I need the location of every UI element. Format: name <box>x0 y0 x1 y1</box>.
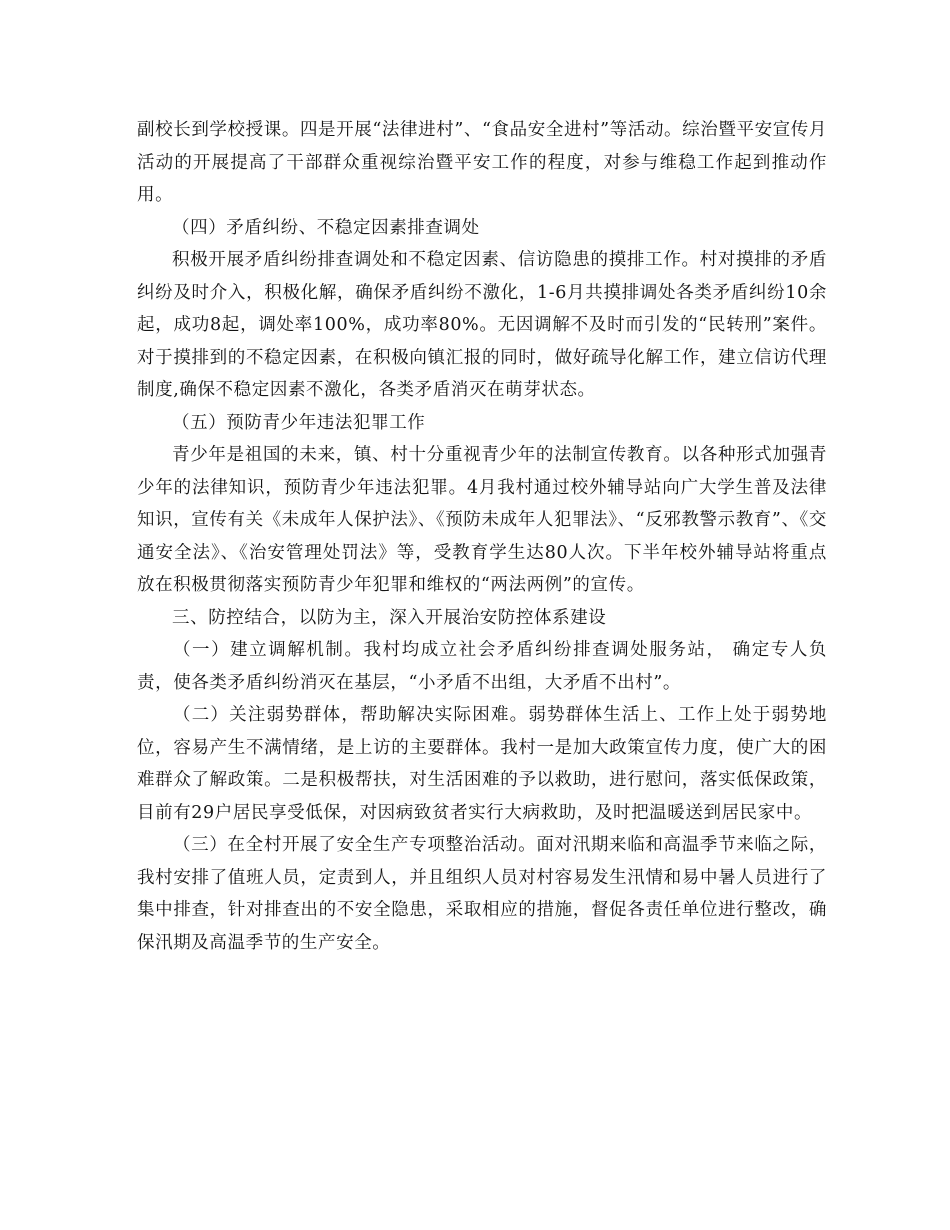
document-body <box>137 114 827 959</box>
paragraph-dispute-screening: 积极开展矛盾纠纷排查调处和不稳定因素、信访隐患的摸排工作。村对摸排的矛盾纠纷及时介入，积极化解，确保矛盾纠纷不激化，1-6月共摸排调处各类矛盾纠纷10余起，成功8起，调处率100%，成功率80%。无因调解不及时而引发的“民转刑”案件。对于摸排到的不稳定因素，在积极向镇汇报的同时，做好疏导化解工作，建立信访代理制度,确保不稳定因素不激化，各类矛盾消灭在萌芽状态。 <box>137 250 827 400</box>
paragraph-youth-crime-prevention: 青少年是祖国的未来，镇、村十分重视青少年的法制宣传教育。以各种形式加强青少年的法律知识，预防青少年违法犯罪。4月我村通过校外辅导站向广大学生普及法律知识，宣传有关《未成年人保护法》、《预防未成年人犯罪法》、“反邪教警示教育”、《交通安全法》、《治安管理处罚法》等，受教育学生达80人次。下半年校外辅导站将重点放在积极贯彻落实预防青少年犯罪和维权的“两法两例”的宣传。 <box>137 445 827 595</box>
section-heading-5: （五）预防青少年违法犯罪工作 <box>172 412 426 433</box>
paragraph-continued: 副校长到学校授课。四是开展“法律进村”、“食品安全进村”等活动。综治暨平安宣传月活动的开展提高了干部群众重视综治暨平安工作的程度，对参与维稳工作起到推动作用。 <box>137 120 827 205</box>
paragraph-safety-rectification: （三）在全村开展了安全生产专项整治活动。面对汛期来临和高温季节来临之际，我村安排了值班人员，定责到人，并且组织人员对村容易发生汛情和易中暑人员进行了集中排查，针对排查出的不安全隐患，采取相应的措施，督促各责任单位进行整改，确保汛期及高温季节的生产安全。 <box>137 835 827 953</box>
chapter-heading-3: 三、防控结合，以防为主，深入开展治安防控体系建设 <box>172 607 607 628</box>
paragraph-vulnerable-groups: （二）关注弱势群体，帮助解决实际困难。弱势群体生活上、工作上处于弱势地位，容易产生不满情绪，是上访的主要群体。我村一是加大政策宣传力度，使广大的困难群众了解政策。二是积极帮扶，对生活困难的予以救助，进行慰问，落实低保政策，目前有29户居民享受低保，对因病致贫者实行大病救助，及时把温暖送到居民家中。 <box>137 705 827 823</box>
section-heading-4: （四）矛盾纠纷、不稳定因素排查调处 <box>172 217 480 238</box>
paragraph-mediation-mechanism: （一）建立调解机制。我村均成立社会矛盾纠纷排查调处服务站， 确定专人负责，使各类矛盾纠纷消灭在基层，“小矛盾不出组，大矛盾不出村”。 <box>137 640 827 693</box>
